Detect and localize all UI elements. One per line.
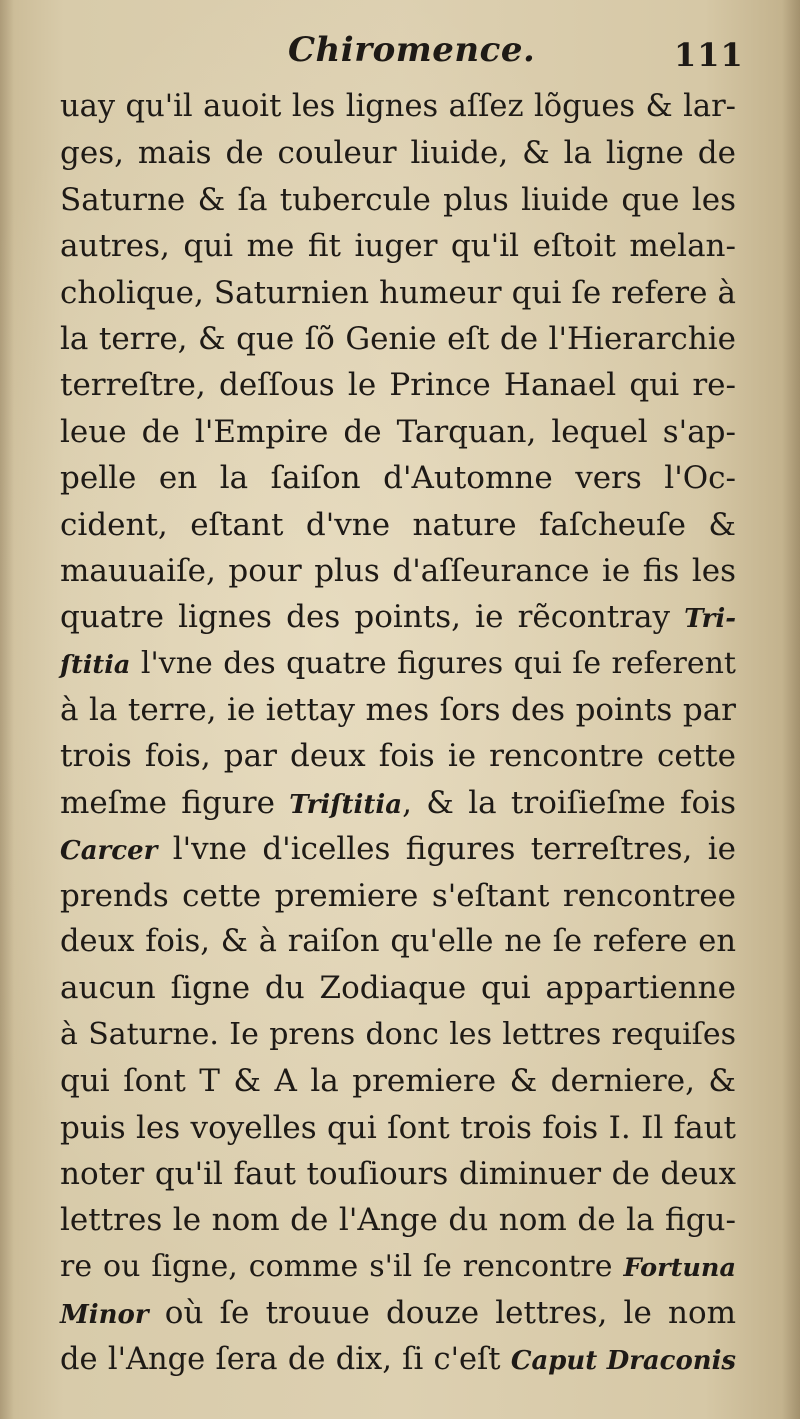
text-line: autres, qui me fit iuger qu'il eſtoit melan- bbox=[60, 228, 736, 265]
text-line: à Saturne. Ie prens donc les lettres requiſes bbox=[60, 1016, 736, 1052]
text-line: terreſtre, deſſous le Prince Hanael qui re- bbox=[60, 367, 736, 404]
text-line: uay qu'il auoit les lignes aſſez lõgues & lar- bbox=[60, 89, 736, 124]
text-line: lettres le nom de l'Ange du nom de la figu- bbox=[60, 1202, 736, 1239]
page-number: 111 bbox=[674, 36, 744, 74]
text-line: pelle en la ſaiſon d'Automne vers l'Oc- bbox=[60, 460, 736, 497]
text-line: puis les voyelles qui ſont trois fois I. Il faut bbox=[60, 1109, 736, 1146]
text-line: cident, eſtant d'vne nature faſcheuſe & bbox=[60, 506, 736, 543]
text-line: cholique, Saturnien humeur qui ſe refere à bbox=[60, 274, 736, 311]
latin-term: Triſtitia bbox=[289, 789, 403, 820]
text-line: Saturne & ſa tubercule plus liuide que les bbox=[60, 181, 736, 218]
text-line: mauuaiſe, pour plus d'aſſeurance ie fis les bbox=[60, 552, 736, 589]
latin-term: Tri- bbox=[684, 604, 736, 635]
body-text bbox=[60, 84, 736, 1383]
latin-term: Carcer bbox=[60, 836, 158, 867]
text-line: meſme figure Triſtitia, & la troiſieſme fois bbox=[60, 784, 736, 821]
running-head: Chiromence. bbox=[288, 30, 536, 70]
latin-term: ſtitia bbox=[60, 649, 131, 680]
latin-term: Minor bbox=[60, 1300, 149, 1331]
text-line: prends cette premiere s'eſtant rencontree bbox=[60, 877, 736, 914]
text-line: trois fois, par deux fois ie rencontre cette bbox=[60, 738, 736, 775]
text-line: ſtitia l'vne des quatre figures qui ſe referent bbox=[60, 645, 736, 681]
text-line: qui ſont T & A la premiere & derniere, & bbox=[60, 1063, 736, 1100]
latin-term: Fortuna bbox=[623, 1252, 736, 1283]
text-line: ges, mais de couleur liuide, & la ligne de bbox=[60, 135, 736, 172]
text-line: noter qu'il faut touſiours diminuer de deux bbox=[60, 1155, 736, 1192]
text-line: Carcer l'vne d'icelles figures terreſtres, ie bbox=[60, 831, 737, 868]
latin-term: Caput Draconis bbox=[510, 1345, 736, 1376]
text-line: deux fois, & à raiſon qu'elle ne ſe refere en bbox=[60, 924, 736, 960]
text-line: Minor où ſe trouue douze lettres, le nom bbox=[60, 1295, 736, 1332]
text-line: aucun ſigne du Zodiaque qui appartienne bbox=[60, 970, 736, 1007]
text-line: quatre lignes des points, ie rẽcontray Tri- bbox=[60, 599, 736, 636]
text-line: re ou ſigne, comme s'il ſe rencontre Fortuna bbox=[60, 1248, 736, 1284]
text-line: de l'Ange ſera de dix, ſi c'eſt Caput Draconis bbox=[60, 1341, 736, 1377]
text-line: la terre, & que ſõ Genie eſt de l'Hierarchie bbox=[60, 320, 736, 357]
text-line: à la terre, ie iettay mes ſors des points par bbox=[60, 692, 736, 729]
text-line: leue de l'Empire de Tarquan, lequel s'ap- bbox=[60, 413, 736, 450]
